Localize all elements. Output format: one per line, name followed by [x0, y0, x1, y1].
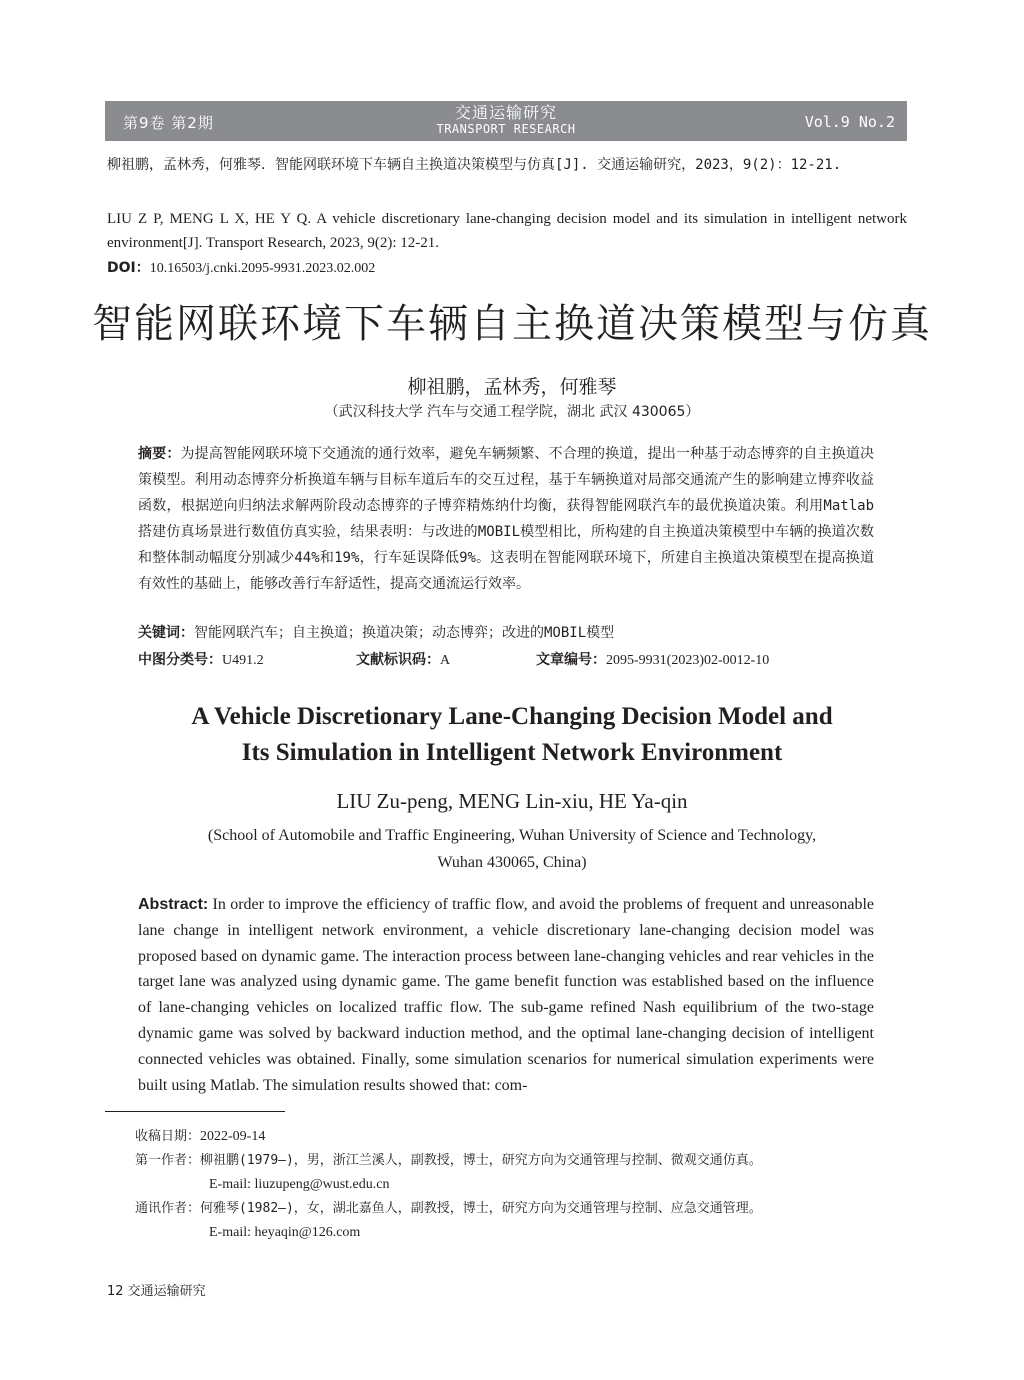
- abstract-en: [138, 892, 874, 1098]
- title-en-line1: A Vehicle Discretionary Lane-Changing Decision Model and: [191, 703, 833, 730]
- affiliation-en-line2: Wuhan 430065, China): [437, 854, 587, 871]
- first-author-label: 第一作者：: [135, 1153, 201, 1168]
- affiliation-en-line1: (School of Automobile and Traffic Engineering, Wuhan University of Science and Technology,: [207, 827, 817, 844]
- footnote-corresponding-author: [135, 1197, 895, 1245]
- doc-code-label: 文献标识码：: [356, 652, 440, 668]
- doc-code: [356, 649, 450, 669]
- clc-value: U491.2: [222, 653, 264, 668]
- article-number: [536, 649, 769, 669]
- authors-en: LIU Zu-peng, MENG Lin-xiu, HE Ya-qin: [336, 789, 688, 813]
- abstract-cn-label: 摘要：: [138, 446, 181, 462]
- keywords-cn-label: 关键词：: [138, 625, 194, 641]
- citation-en: LIU Z P, MENG L X, HE Y Q. A vehicle discretionary lane-changing decision model and its simulation in intelligent network environment[J]. Transport Research, 2023, 9(2): 12-21.: [107, 211, 907, 251]
- journal-name: [105, 104, 907, 136]
- footnote-divider: [105, 1111, 285, 1112]
- doi-line: [107, 257, 375, 277]
- affiliation-en: [0, 822, 1024, 876]
- page-footer: 12 交通运输研究: [107, 1284, 206, 1299]
- vol-no: Vol.9 No.2: [804, 113, 895, 131]
- abstract-cn-text: 为提高智能网联环境下交通流的通行效率，避免车辆频繁、不合理的换道，提出一种基于动态博弈的自主换道决策模型。利用动态博弈分析换道车辆与目标车道后车的交互过程，基于车辆换道对局部交通流产生的影响建立博弈收益函数，根据逆向归纳法求解两阶段动态博弈的子博弈精炼纳什均衡，获得智能网联汽车的最优换道决策。利用Matlab搭建仿真场景进行数值仿真实验，结果表明：与改进的MOBIL模型相比，所构建的自主换道决策模型中车辆的换道次数和整体制动幅度分别减少44%和19%，行车延误降低9%。这表明在智能网联环境下，所建自主换道决策模型在提高换道有效性的基础上，能够改善行车舒适性，提高交通流运行效率。: [138, 446, 875, 592]
- abstract-en-label: Abstract:: [138, 896, 209, 913]
- first-author-text: 柳祖鹏(1979—)，男，浙江兰溪人，副教授，博士，研究方向为交通管理与控制、微观交通仿真。: [200, 1153, 762, 1168]
- citation-cn: 柳祖鹏，孟林秀，何雅琴．智能网联环境下车辆自主换道决策模型与仿真[J]. 交通运输研究，2023，9(2)：12-21.: [107, 157, 842, 173]
- article-number-value: 2095-9931(2023)02-0012-10: [606, 653, 770, 668]
- title-en-line2: Its Simulation in Intelligent Network Environment: [241, 739, 783, 766]
- title-en: [0, 699, 1024, 771]
- article-number-label: 文章编号：: [536, 652, 606, 668]
- journal-name-cn: 交通运输研究: [454, 103, 557, 122]
- doi-label: DOI：: [107, 260, 150, 276]
- keywords-cn-text: 智能网联汽车；自主换道；换道决策；动态博弈；改进的MOBIL模型: [194, 625, 615, 641]
- corr-author-label: 通讯作者：: [135, 1201, 201, 1216]
- abstract-en-text: In order to improve the efficiency of traffic flow, and avoid the problems of frequent and unreasonable lane change in intelligent network environment, a vehicle discretionary lane-changing decision model was proposed based on dynamic game. The interaction process between lane-changing vehicles and rear vehicles in the target lane was analyzed using dynamic game. The game benefit function was established based on the influence of lane-changing vehicles on localized traffic flow. The sub-game refined Nash equilibrium of the two-stage dynamic game was solved by backward induction method, and the optimal lane-changing decision of intelligent connected vehicles was obtained. Finally, some simulation scenarios for numerical simulation experiments were built using Matlab. The simulation results showed that: com-: [138, 896, 874, 1094]
- journal-header-band: [105, 101, 907, 141]
- volume-issue: 第9卷 第2期: [123, 114, 214, 132]
- corr-author-email[interactable]: E-mail: heyaqin@126.com: [209, 1225, 361, 1240]
- footnote-received: [135, 1125, 895, 1149]
- received-label: 收稿日期：: [135, 1129, 201, 1144]
- received-date: 2022-09-14: [200, 1129, 266, 1144]
- doc-code-value: A: [440, 653, 451, 668]
- clc-label: 中图分类号：: [138, 652, 222, 668]
- authors-cn: 柳祖鹏，孟林秀，何雅琴: [407, 376, 617, 398]
- clc-number: [138, 649, 264, 669]
- abstract-cn: [138, 441, 874, 597]
- affiliation-cn: （武汉科技大学 汽车与交通工程学院，湖北 武汉 430065）: [324, 404, 700, 420]
- footnote-first-author: [135, 1149, 895, 1197]
- doi-link[interactable]: 10.16503/j.cnki.2095-9931.2023.02.002: [149, 261, 376, 276]
- first-author-email[interactable]: E-mail: liuzupeng@wust.edu.cn: [209, 1177, 390, 1192]
- corr-author-text: 何雅琴(1982—)，女，湖北嘉鱼人，副教授，博士，研究方向为交通管理与控制、应急交通管理。: [200, 1201, 762, 1216]
- keywords-cn: [138, 622, 874, 642]
- journal-name-en: TRANSPORT RESEARCH: [436, 122, 576, 136]
- title-cn: 智能网联环境下车辆自主换道决策模型与仿真: [92, 301, 932, 347]
